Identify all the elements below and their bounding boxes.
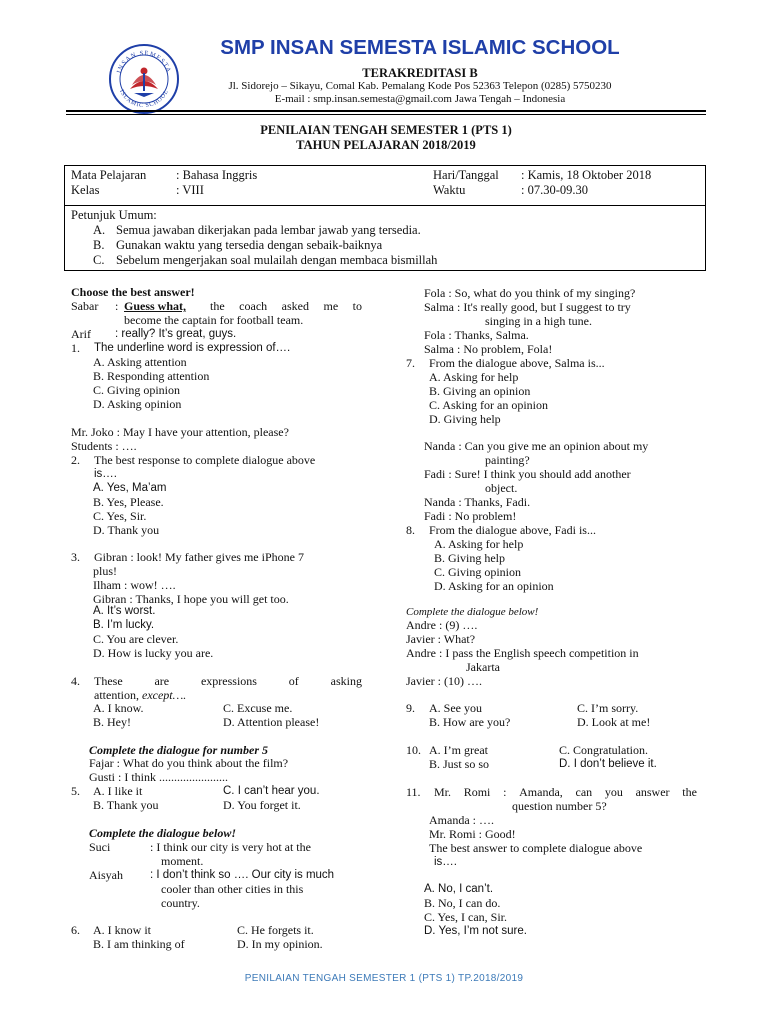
- answer-option: D. Look at me!: [577, 715, 651, 729]
- question-word: Amanda,: [519, 785, 563, 799]
- instruction-letter: C.: [93, 253, 105, 267]
- answer-option: D. In my opinion.: [237, 937, 323, 951]
- answer-option: D. Yes, I’m not sure.: [424, 925, 527, 937]
- dialogue-text: object.: [485, 481, 518, 495]
- exam-title: PENILAIAN TENGAH SEMESTER 1 (PTS 1): [260, 123, 512, 137]
- question-word: of: [288, 674, 299, 688]
- answer-option: A. Asking for help: [429, 370, 519, 384]
- question-number: 11.: [406, 785, 421, 799]
- dialogue-text: Amanda : ….: [429, 813, 494, 827]
- answer-option: A. I know it: [93, 923, 151, 937]
- answer-option: C. Excuse me.: [223, 701, 293, 715]
- answer-option: C. Yes, Sir.: [93, 509, 147, 523]
- answer-option: A. Asking for help: [434, 537, 524, 551]
- exam-year: TAHUN PELAJARAN 2018/2019: [296, 138, 476, 152]
- dialogue-text: country.: [161, 896, 200, 910]
- dialogue-text: Fola : So, what do you think of my singing?: [424, 286, 636, 300]
- question-number: 1.: [71, 341, 80, 355]
- dialogue-text: Students : ….: [71, 439, 137, 453]
- answer-option: A. I like it: [93, 784, 143, 798]
- day-value: : Kamis, 18 Oktober 2018: [521, 168, 652, 182]
- speaker-name: Arif: [71, 327, 91, 341]
- class-value: : VIII: [176, 183, 204, 197]
- answer-option: A. No, I can’t.: [424, 883, 494, 895]
- question-word: can: [575, 785, 593, 799]
- class-label: Kelas: [71, 183, 100, 197]
- answer-option: B. I am thinking of: [93, 937, 185, 951]
- header-divider: [66, 110, 706, 112]
- question-text: [434, 785, 697, 799]
- question-text: The best response to complete dialogue above: [94, 453, 316, 467]
- section-heading: Complete the dialogue below!: [406, 606, 539, 618]
- dialogue-text: Salma : No problem, Fola!: [424, 342, 553, 356]
- dialogue-text: Mr. Joko : May I have your attention, please?: [71, 425, 289, 439]
- question-word: These: [94, 674, 123, 688]
- answer-option: A. See you: [429, 701, 482, 715]
- answer-option: B. Responding attention: [93, 369, 210, 383]
- dialogue-text: Javier : (10) ….: [406, 674, 482, 688]
- question-word: asking: [330, 674, 362, 688]
- question-text: The underline word is expression of….: [94, 342, 291, 354]
- question-text: From the dialogue above, Salma is...: [429, 356, 605, 370]
- dialogue-text: painting?: [485, 453, 530, 467]
- answer-option: B. Giving help: [434, 551, 505, 565]
- dialogue-text: Gusti : I think .......................: [89, 770, 229, 784]
- underlined-expression: Guess what,: [124, 299, 187, 313]
- info-box-divider: [64, 205, 706, 206]
- section-heading: Complete the dialogue below!: [89, 826, 236, 840]
- school-email: E-mail : smp.insan.semesta@gmail.com Jawa Tengah – Indonesia: [274, 93, 566, 105]
- dialogue-text: Salma : It's really good, but I suggest to try: [424, 300, 631, 314]
- header-divider-thin: [66, 114, 706, 115]
- question-text: plus!: [93, 564, 117, 578]
- answer-option: D. Thank you: [93, 523, 160, 537]
- section-heading: Complete the dialogue for number 5: [89, 743, 269, 757]
- answer-option: D. Attention please!: [223, 715, 320, 729]
- question-word: you: [604, 785, 623, 799]
- question-word: expressions: [200, 674, 257, 688]
- dialogue-text: moment.: [161, 854, 204, 868]
- answer-option: B. Just so so: [429, 757, 490, 771]
- instruction-item: Sebelum mengerjakan soal mulailah dengan membaca bismillah: [116, 253, 438, 267]
- svg-text:INSAN SEMESTA: INSAN SEMESTA: [115, 49, 173, 75]
- answer-option: D. Giving help: [429, 412, 501, 426]
- accreditation: TERAKREDITASI B: [362, 66, 478, 80]
- dialogue-text: Gibran : Thanks, I hope you will get too.: [93, 592, 289, 606]
- school-name: SMP INSAN SEMESTA ISLAMIC SCHOOL: [220, 36, 620, 59]
- question-number: 7.: [406, 356, 415, 370]
- dialogue-text: Nanda : Thanks, Fadi.: [424, 495, 531, 509]
- answer-option: B. Giving an opinion: [429, 384, 531, 398]
- dialogue-text: Fadi : Sure! I think you should add another: [424, 467, 631, 481]
- question-text: The best answer to complete dialogue above: [429, 841, 643, 855]
- answer-option: A. I know.: [93, 701, 144, 715]
- speaker-name: Suci: [89, 840, 111, 854]
- dialogue-text: cooler than other cities in this: [161, 882, 304, 896]
- instructions-title: Petunjuk Umum:: [71, 208, 157, 222]
- day-label: Hari/Tanggal: [433, 168, 499, 182]
- question-number: 10.: [406, 743, 421, 757]
- dialogue-text: : I don’t think so …. Our city is much: [150, 869, 335, 881]
- answer-option: A. It’s worst.: [93, 605, 156, 617]
- answer-option: D. How is lucky you are.: [93, 646, 214, 660]
- time-value: : 07.30-09.30: [521, 183, 589, 197]
- instruction-letter: B.: [93, 238, 105, 252]
- dialogue-text: Mr. Romi : Good!: [429, 827, 516, 841]
- answer-option: A. Yes, Ma’am: [93, 482, 167, 494]
- subject-value: : Bahasa Inggris: [176, 168, 258, 182]
- answer-option: D. Asking for an opinion: [434, 579, 554, 593]
- answer-option: C. You are clever.: [93, 632, 179, 646]
- question-number: 6.: [71, 923, 80, 937]
- question-number: 8.: [406, 523, 415, 537]
- answer-option: A. I’m great: [429, 743, 488, 757]
- question-word: answer: [635, 785, 670, 799]
- answer-option: B. Thank you: [93, 798, 159, 812]
- instruction-item: Semua jawaban dikerjakan pada lembar jawab yang tersedia.: [116, 223, 421, 237]
- answer-option: C. He forgets it.: [237, 923, 314, 937]
- answer-option: B. Yes, Please.: [93, 495, 164, 509]
- dialogue-text: singing in a high tune.: [485, 314, 592, 328]
- question-word: :: [503, 785, 507, 799]
- question-number: 3.: [71, 550, 80, 564]
- emphasis-except: except….: [142, 688, 187, 702]
- answer-option: B. I’m lucky.: [93, 619, 155, 631]
- school-logo-icon: [108, 43, 180, 115]
- subject-label: Mata Pelajaran: [71, 168, 147, 182]
- answer-option: C. Asking for an opinion: [429, 398, 548, 412]
- dialogue-text: Javier : What?: [406, 632, 476, 646]
- answer-option: C. I’m sorry.: [577, 701, 639, 715]
- answer-option: C. Congratulation.: [559, 743, 648, 757]
- page-footer: PENILAIAN TENGAH SEMESTER 1 (PTS 1) TP.2018/2019: [244, 973, 524, 984]
- question-text: Gibran : look! My father gives me iPhone 7: [94, 550, 304, 564]
- question-word: the: [682, 785, 697, 799]
- question-text: is….: [434, 856, 457, 868]
- answer-option: B. Hey!: [93, 715, 131, 729]
- question-number: 9.: [406, 701, 415, 715]
- question-word: attention,: [94, 688, 139, 702]
- answer-option: C. I can’t hear you.: [223, 785, 320, 797]
- dialogue-text: Nanda : Can you give me an opinion about my: [424, 439, 649, 453]
- svg-text:ISLAMIC SCHOOL: ISLAMIC SCHOOL: [118, 88, 171, 110]
- school-address: Jl. Sidorejo – Sikayu, Comal Kab. Pemalang Kode Pos 52363 Telepon (0285) 5750230: [228, 80, 612, 92]
- section-heading: Choose the best answer!: [71, 285, 195, 299]
- question-number: 5.: [71, 784, 80, 798]
- answer-option: D. Asking opinion: [93, 397, 182, 411]
- speaker-name: Aisyah: [89, 868, 123, 882]
- answer-option: C. Giving opinion: [434, 565, 522, 579]
- instruction-item: Gunakan waktu yang tersedia dengan sebaik-baiknya: [116, 238, 383, 252]
- dialogue-text: : really? It’s great, guys.: [115, 328, 237, 340]
- question-text: is….: [94, 468, 117, 480]
- question-text: [94, 674, 362, 688]
- answer-option: B. No, I can do.: [424, 896, 501, 910]
- question-word: Romi: [463, 785, 491, 799]
- question-number: 2.: [71, 453, 80, 467]
- answer-option: D. You forget it.: [223, 798, 301, 812]
- dialogue-text: become the captain for football team.: [124, 313, 304, 327]
- question-text: [94, 688, 186, 702]
- dialogue-text: Andre : (9) ….: [406, 618, 478, 632]
- answer-option: C. Giving opinion: [93, 383, 181, 397]
- dialogue-text: Andre : I pass the English speech competition in: [406, 646, 639, 660]
- speaker-name: Sabar: [71, 299, 99, 313]
- answer-option: C. Yes, I can, Sir.: [424, 910, 508, 924]
- dialogue-text: : I think our city is very hot at the: [150, 840, 311, 854]
- question-number: 4.: [71, 674, 80, 688]
- answer-option: B. How are you?: [429, 715, 511, 729]
- dialogue-colon: :: [115, 299, 119, 313]
- question-text: From the dialogue above, Fadi is...: [429, 523, 596, 537]
- instruction-letter: A.: [93, 223, 106, 237]
- answer-option: D. I don’t believe it.: [559, 758, 657, 770]
- question-word: Mr.: [434, 785, 452, 799]
- dialogue-text: Fola : Thanks, Salma.: [424, 328, 529, 342]
- question-word: are: [154, 674, 170, 688]
- question-text: question number 5?: [512, 799, 607, 813]
- time-label: Waktu: [433, 183, 466, 197]
- dialogue-text: Ilham : wow! ….: [93, 578, 176, 592]
- school-logo: [108, 43, 180, 115]
- dialogue-text: Fajar : What do you think about the film?: [89, 756, 289, 770]
- dialogue-text: the coach asked me to: [210, 299, 362, 313]
- answer-option: A. Asking attention: [93, 355, 187, 369]
- dialogue-text: Fadi : No problem!: [424, 509, 517, 523]
- dialogue-text: Jakarta: [466, 660, 500, 674]
